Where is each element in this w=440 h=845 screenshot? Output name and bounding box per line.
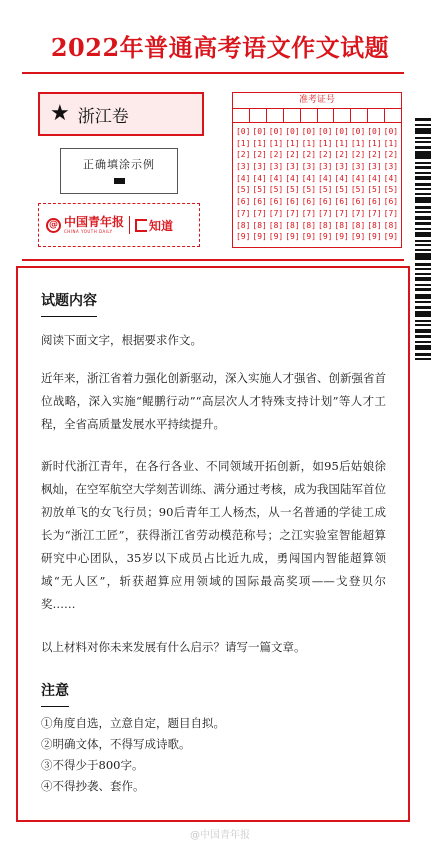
exam-number-bubble: [1] (285, 138, 300, 148)
exam-number-write-cell (250, 109, 267, 122)
exam-number-bubble: [0] (383, 127, 399, 136)
exam-number-bubble: [6] (383, 197, 399, 207)
exam-number-bubble: [8] (301, 220, 317, 230)
exam-number-bubble: [1] (318, 138, 333, 148)
exam-number-bubble: [2] (285, 150, 300, 160)
exam-number-bubble: [9] (301, 232, 317, 242)
barcode-bar (415, 263, 431, 266)
barcode-bar (415, 288, 431, 291)
exam-number-bubble: [1] (252, 138, 267, 148)
section-title-notice: 注意 (41, 680, 69, 707)
barcode-bar (415, 268, 431, 270)
exam-number-bubble: [2] (318, 150, 333, 160)
exam-number-bubble: [8] (235, 220, 251, 230)
exam-number-bubble: [4] (350, 173, 366, 183)
barcode-bar (415, 294, 431, 299)
exam-number-column (268, 126, 284, 243)
exam-number-bubble: [5] (252, 185, 267, 195)
exam-number-bubble: [8] (367, 220, 382, 230)
exam-number-bubble: [0] (367, 127, 382, 136)
exam-number-bubble: [8] (252, 220, 267, 230)
exam-number-bubble: [0] (285, 127, 300, 136)
exam-number-bubble: [1] (235, 138, 251, 148)
exam-number-bubble: [3] (268, 162, 284, 172)
barcode-bar (415, 306, 431, 309)
fill-example-box (60, 148, 178, 194)
province-label: 浙江卷 (77, 106, 129, 127)
exam-number-bubble: [3] (252, 162, 267, 172)
exam-number-label: 准考证号 (233, 93, 401, 109)
exam-number-bubble: [3] (350, 162, 366, 172)
exam-number-bubbles (233, 123, 401, 243)
exam-number-bubble: [8] (350, 220, 366, 230)
barcode-bar (415, 345, 431, 350)
barcode-bar (415, 172, 431, 174)
exam-number-bubble: [4] (334, 173, 349, 183)
exam-number-write-cell (351, 109, 368, 122)
exam-number-bubble: [5] (301, 185, 317, 195)
exam-number-write-cell (301, 109, 318, 122)
cyd-logo-cn: 中国青年报 (64, 215, 125, 229)
exam-number-bubble: [5] (383, 185, 399, 195)
exam-number-bubble: [1] (301, 138, 317, 148)
exam-number-bubble: [6] (268, 197, 284, 207)
exam-number-bubble: [4] (235, 173, 251, 183)
exam-number-bubble: [3] (235, 162, 251, 172)
barcode-bar (415, 141, 431, 143)
barcode-bar (415, 193, 431, 195)
star-icon: ★ (50, 101, 70, 126)
notice-list (41, 713, 386, 797)
barcode-bar (415, 301, 431, 303)
content-top-divider (22, 259, 404, 261)
barcode-bar (415, 232, 431, 237)
exam-number-bubble: [0] (268, 127, 284, 136)
exam-number-grid (232, 92, 402, 248)
exam-number-column (383, 126, 399, 243)
exam-number-bubble: [1] (367, 138, 382, 148)
exam-number-bubble: [0] (252, 127, 267, 136)
exam-number-bubble: [4] (383, 173, 399, 183)
exam-number-bubble: [7] (350, 208, 366, 218)
exam-number-bubble: [9] (268, 232, 284, 242)
fill-example-label: 正确填涂示例 (83, 158, 155, 171)
exam-number-write-cell (284, 109, 301, 122)
barcode-bar (415, 320, 431, 322)
barcode-bar (415, 358, 431, 360)
exam-number-column (235, 126, 251, 243)
question-intro: 阅读下面文字，根据要求作文。 (41, 333, 202, 347)
barcode-bar (415, 216, 431, 220)
exam-number-bubble: [2] (268, 150, 284, 160)
exam-number-bubble: [1] (383, 138, 399, 148)
barcode-bar (415, 222, 431, 225)
barcode-bar (415, 124, 431, 126)
barcode-bar (415, 341, 431, 343)
exam-number-bubble: [2] (235, 150, 251, 160)
exam-number-bubble: [0] (318, 127, 333, 136)
exam-number-column (251, 126, 267, 243)
exam-number-bubble: [9] (235, 232, 251, 242)
exam-number-column (317, 126, 333, 243)
weibo-watermark: @中国青年报 (190, 830, 250, 841)
barcode-bar (415, 146, 431, 149)
exam-number-bubble: [2] (334, 150, 349, 160)
title-divider (22, 72, 404, 74)
material-paragraph: 新时代浙江青年，在各行各业、不同领域开拓创新，如95后姑娘徐枫灿，在空军航空大学刻苦训练、满分通过考核，成为我国陆军首位初放单飞的女飞行员；90后青年工人杨杰，从一名普通的学徒工成长为“浙江工匠”，获得浙江省劳动模范称号；之江实验室智能超算研究中心团队，35岁以下成员占比近九成，勇闯国内智能超算领域“无人区”，斩获超算应用领域的国际最高奖项——戈登贝尔奖…… (41, 459, 386, 611)
notice-item: ①角度自选，立意自定，题目自拟。 (41, 716, 225, 730)
barcode-bar (415, 324, 431, 326)
exam-number-bubble: [5] (367, 185, 382, 195)
question-prompt: 以上材料对你未来发展有什么启示？请写一篇文章。 (41, 640, 306, 654)
exam-number-bubble: [8] (285, 220, 300, 230)
exam-number-bubble: [4] (367, 173, 382, 183)
exam-number-bubble: [6] (285, 197, 300, 207)
exam-number-bubble: [7] (301, 208, 317, 218)
exam-number-bubble: [6] (350, 197, 366, 207)
exam-number-bubble: [8] (318, 220, 333, 230)
exam-number-bubble: [0] (350, 127, 366, 136)
barcode-bar (415, 206, 431, 209)
zhidao-logo-text: 知道 (149, 218, 174, 233)
logo-box (38, 203, 200, 247)
exam-number-bubble: [7] (235, 208, 251, 218)
exam-number-bubble: [8] (383, 220, 399, 230)
exam-number-bubble: [6] (252, 197, 267, 207)
exam-number-column (284, 126, 300, 243)
exam-number-bubble: [2] (367, 150, 382, 160)
barcode-bar (415, 128, 431, 134)
exam-number-bubble: [6] (301, 197, 317, 207)
cyd-logo (46, 216, 124, 234)
exam-number-write-cell (318, 109, 335, 122)
exam-number-write-cell (267, 109, 284, 122)
barcode-bar (415, 240, 431, 242)
exam-number-write-cell (368, 109, 385, 122)
exam-number-bubble: [6] (235, 197, 251, 207)
barcode-bar (415, 228, 431, 230)
barcode-bar (415, 353, 431, 356)
exam-number-column (301, 126, 317, 243)
exam-number-bubble: [3] (318, 162, 333, 172)
exam-number-bubble: [1] (350, 138, 366, 148)
exam-number-bubble: [0] (235, 127, 251, 136)
exam-number-bubble: [6] (367, 197, 382, 207)
exam-number-bubble: [4] (285, 173, 300, 183)
exam-number-write-row (233, 109, 401, 123)
exam-number-bubble: [7] (268, 208, 284, 218)
barcode-bar (415, 211, 431, 213)
barcode-bar (415, 166, 431, 169)
barcode-bar (415, 151, 431, 159)
barcode-bar (415, 329, 431, 333)
barcode-bar (415, 137, 431, 139)
exam-number-bubble: [3] (367, 162, 382, 172)
logo-separator (129, 216, 130, 234)
barcode-bar (415, 249, 431, 251)
exam-number-bubble: [3] (285, 162, 300, 172)
exam-number-bubble: [1] (334, 138, 349, 148)
exam-number-bubble: [5] (268, 185, 284, 195)
zhidao-bracket-icon (135, 219, 147, 232)
exam-number-column (366, 126, 382, 243)
exam-number-bubble: [7] (252, 208, 267, 218)
zhidao-logo (135, 217, 173, 234)
barcode-bar (415, 244, 431, 247)
exam-number-bubble: [9] (383, 232, 399, 242)
barcode-bar (415, 197, 431, 203)
barcode-bar (415, 162, 431, 164)
barcode-bar (415, 273, 431, 275)
filled-mark-icon (114, 178, 125, 184)
exam-number-bubble: [6] (318, 197, 333, 207)
material-paragraph: 近年来，浙江省着力强化创新驱动，深入实施人才强省、创新强省首位战略，深入实施“鲲鹏行动”“高层次人才特殊支持计划”等人才工程，全省高质量发展水平持续提升。 (41, 371, 386, 431)
barcode (415, 118, 431, 363)
exam-number-bubble: [4] (268, 173, 284, 183)
exam-number-bubble: [2] (383, 150, 399, 160)
barcode-bar (415, 335, 431, 338)
exam-number-bubble: [8] (334, 220, 349, 230)
exam-number-write-cell (334, 109, 351, 122)
exam-number-bubble: [9] (318, 232, 333, 242)
exam-number-bubble: [4] (252, 173, 267, 183)
barcode-bar (415, 188, 431, 190)
barcode-bar (415, 284, 431, 286)
exam-number-bubble: [5] (334, 185, 349, 195)
exam-number-bubble: [6] (334, 197, 349, 207)
section-title-content: 试题内容 (41, 290, 97, 317)
barcode-bar (415, 277, 431, 281)
exam-number-bubble: [5] (318, 185, 333, 195)
at-icon: @ (46, 218, 61, 233)
notice-item: ③不得少于800字。 (41, 758, 144, 772)
exam-number-bubble: [3] (301, 162, 317, 172)
barcode-bar (415, 311, 431, 317)
exam-number-bubble: [2] (252, 150, 267, 160)
exam-number-bubble: [5] (350, 185, 366, 195)
exam-number-bubble: [9] (285, 232, 300, 242)
exam-number-bubble: [5] (285, 185, 300, 195)
exam-number-column (350, 126, 366, 243)
exam-number-bubble: [7] (285, 208, 300, 218)
exam-number-bubble: [2] (350, 150, 366, 160)
barcode-bar (415, 118, 431, 121)
exam-number-bubble: [4] (318, 173, 333, 183)
exam-number-write-cell (233, 109, 250, 122)
exam-number-bubble: [4] (301, 173, 317, 183)
exam-number-write-cell (385, 109, 401, 122)
exam-number-bubble: [9] (334, 232, 349, 242)
exam-number-bubble: [3] (383, 162, 399, 172)
notice-item: ②明确文体，不得写成诗歌。 (41, 737, 191, 751)
barcode-bar (415, 183, 431, 186)
cyd-logo-en: CHINA YOUTH DAILY (64, 229, 113, 234)
exam-number-bubble: [7] (367, 208, 382, 218)
exam-number-bubble: [0] (334, 127, 349, 136)
exam-number-bubble: [9] (367, 232, 382, 242)
exam-number-bubble: [3] (334, 162, 349, 172)
exam-number-bubble: [0] (301, 127, 317, 136)
exam-number-bubble: [2] (301, 150, 317, 160)
exam-number-bubble: [9] (252, 232, 267, 242)
exam-number-bubble: [9] (350, 232, 366, 242)
exam-number-column (333, 126, 349, 243)
notice-item: ④不得抄袭、套作。 (41, 779, 145, 793)
exam-number-bubble: [8] (268, 220, 284, 230)
barcode-bar (415, 176, 431, 180)
exam-number-bubble: [5] (235, 185, 251, 195)
province-box (38, 92, 204, 136)
exam-number-bubble: [7] (334, 208, 349, 218)
page-title: 2022年普通高考语文作文试题 (50, 33, 390, 62)
question-content-box (16, 266, 410, 822)
exam-number-bubble: [1] (268, 138, 284, 148)
exam-number-bubble: [7] (318, 208, 333, 218)
barcode-bar (415, 253, 431, 260)
exam-number-bubble: [7] (383, 208, 399, 218)
